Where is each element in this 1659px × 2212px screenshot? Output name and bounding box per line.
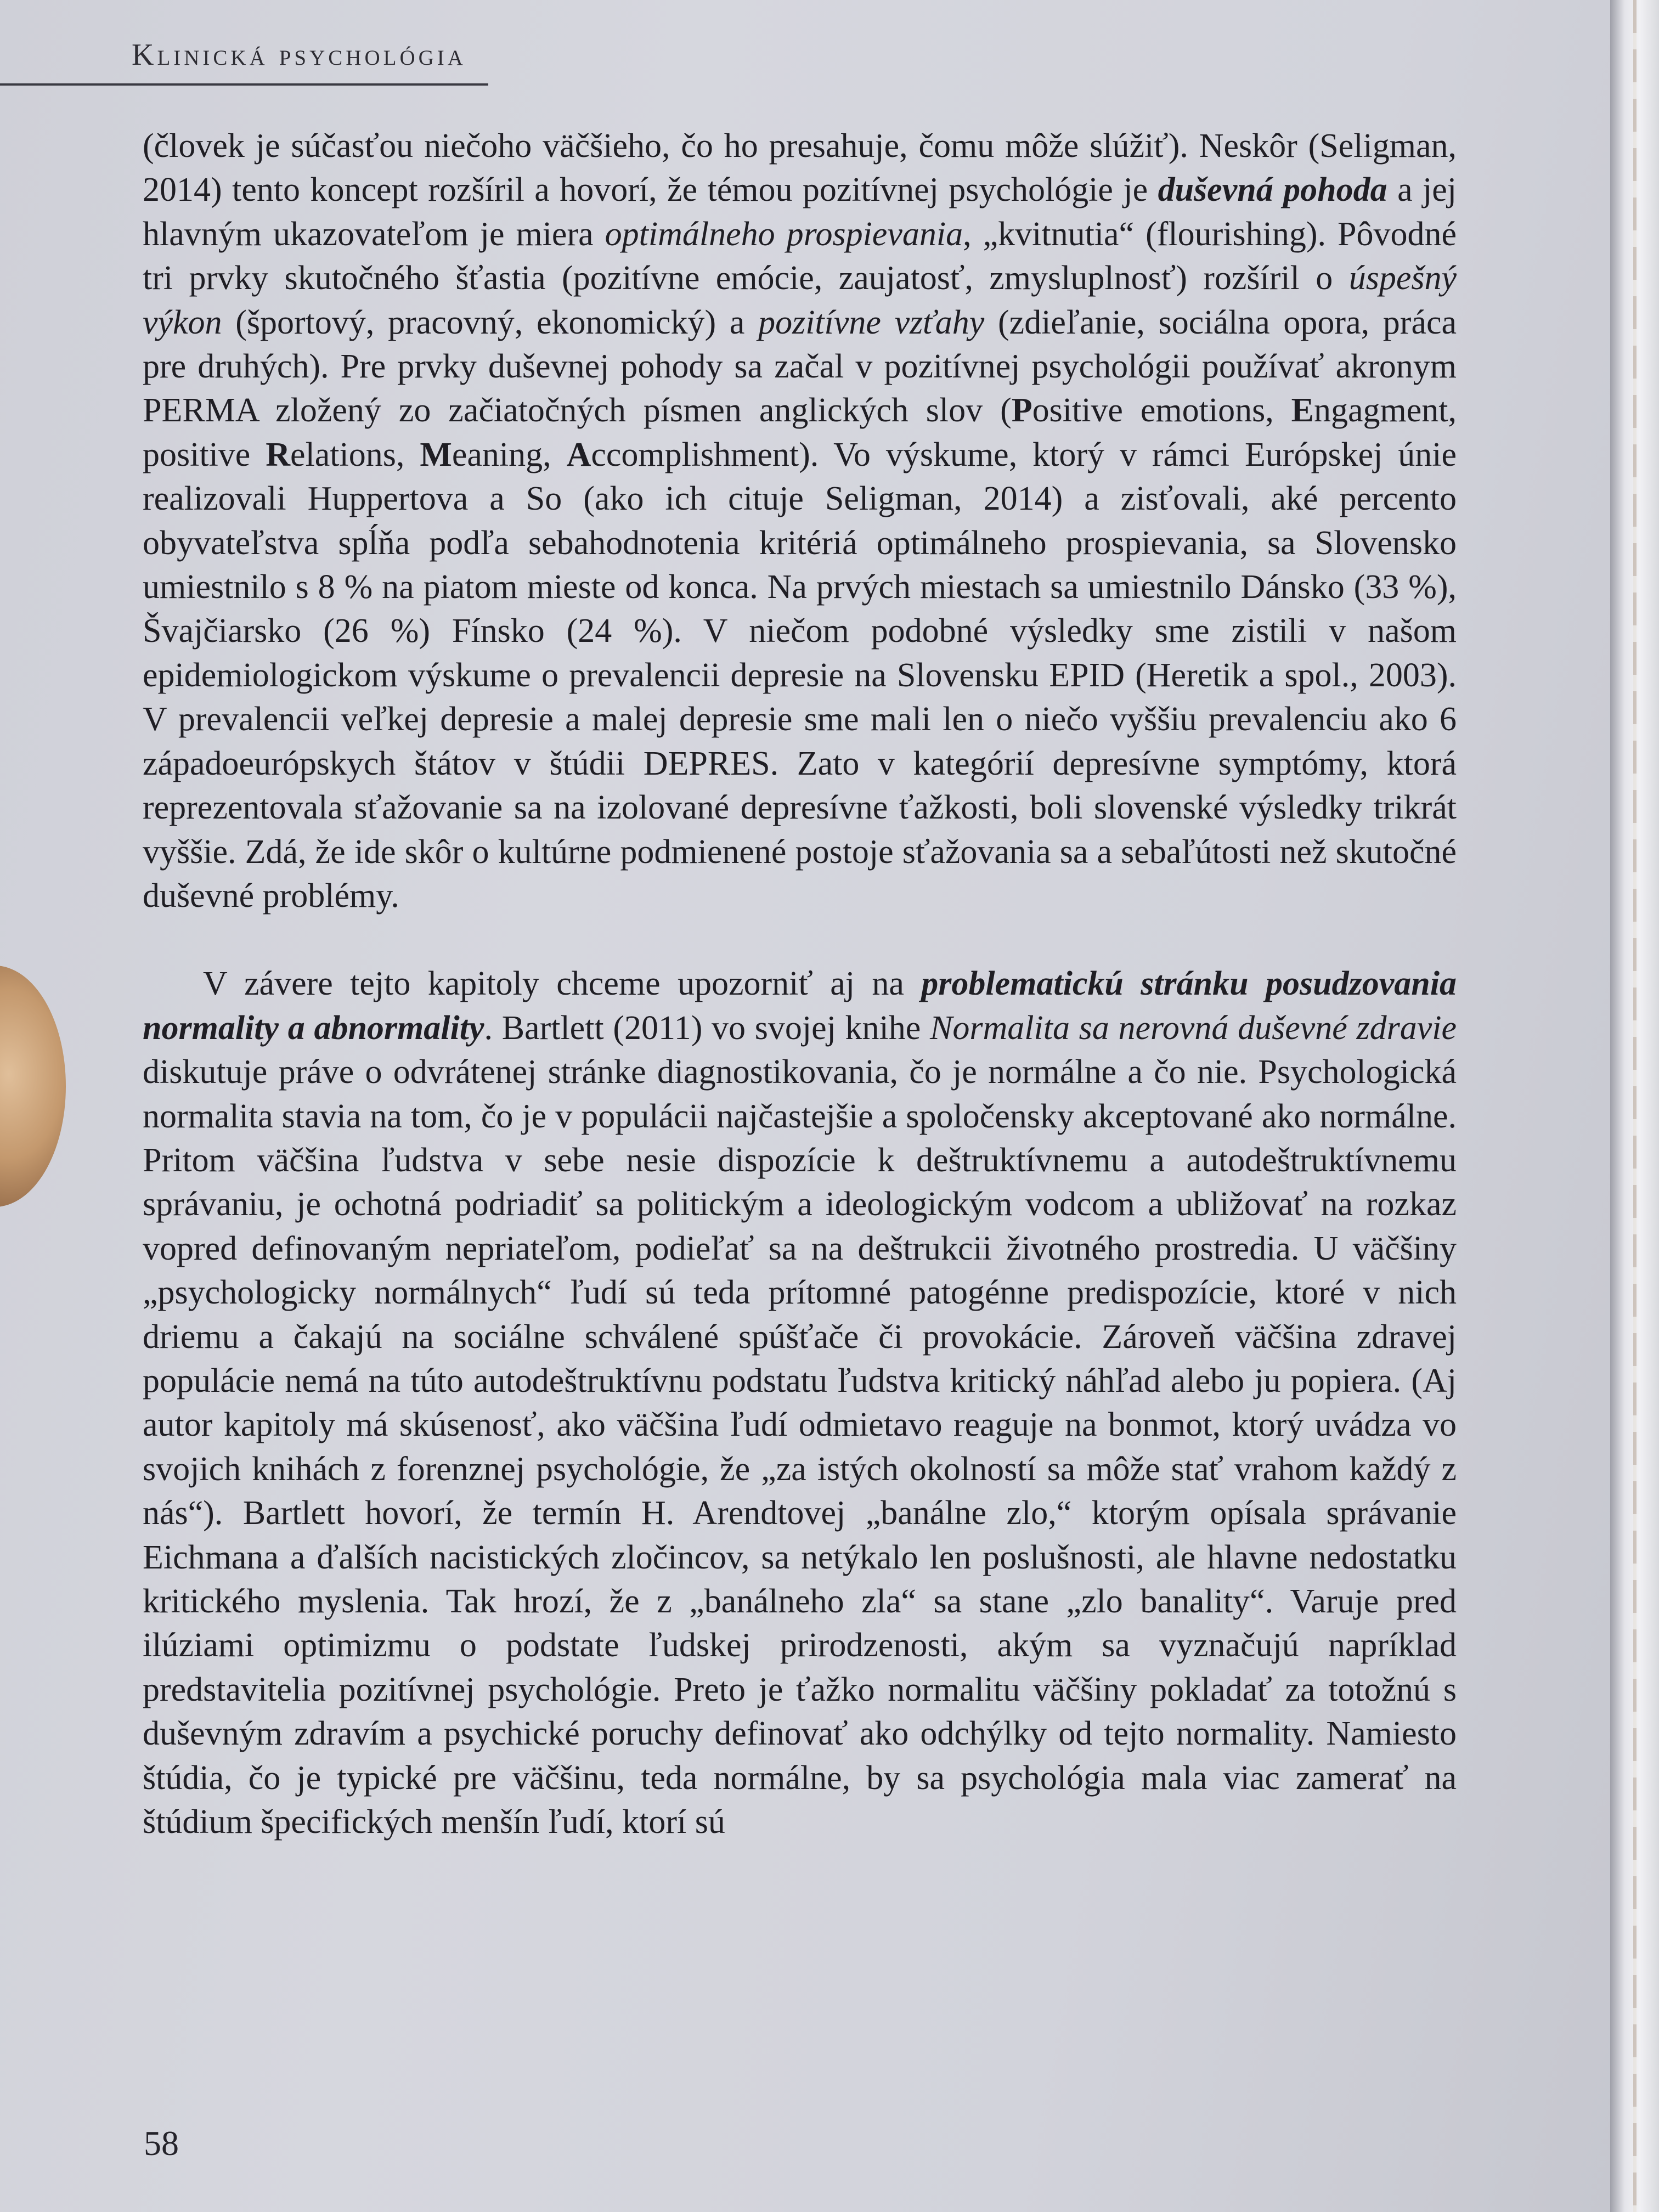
book-title: Normalita sa nerovná duševné zdravie <box>930 1009 1457 1047</box>
italic-term: pozitívne vzťahy <box>758 303 985 341</box>
text-run: diskutuje práve o odvrátenej stránke diagnostikovania, čo je normálne a čo nie. Psychologická normalita stavia na tom, čo je v populácii najčastejšie a spoločensky akceptované ako normálne. Pritom väčšina ľudstva v sebe nesie dispozície k deštruktívnemu a autodeštruktívnemu správaniu, je ochotná podriadiť sa politickým a ideologickým vodcom a ubližovať na rozkaz vopred definovaným nepriateľom, podieľať sa na deštrukcii životného prostredia. U väčšiny „psychologicky normálnych“ ľudí sú teda prítomné patogénne predispozície, ktoré v nich driemu a čakajú na sociálne schválené spúšťače či provokácie. Zároveň väčšina zdravej populácie nemá na túto autodeštruktívnu podstatu ľudstva kritický náhľad alebo ju popiera. (Aj autor kapitoly má skúsenosť, ako väčšina ľudí odmietavo reaguje na bonmot, ktorý uvádza vo svojich knihách z forenznej psychológie, že „za istých okolností sa môže stať vrahom každý z nás“). Bartlett hovorí, že termín H. Arendtovej „banálne zlo,“ ktorým opísala správanie Eichmana a ďalších nacistických zločincov, sa netýkalo len poslušnosti, ale hlavne nedostatku kritického myslenia. Tak hrozí, že z „banálneho zla“ sa stane „zlo banality“. Varuje pred ilúziami optimizmu o podstate ľudskej prirodzenosti, akým sa vyznačujú napríklad predstavitelia pozitívnej psychológie. Preto je ťažko normalitu väčšiny pokladať za totožnú s duševným zdravím a psychické poruchy definovať ako odchýlky od tejto normality. Namiesto štúdia, čo je typické pre väčšinu, teda normálne, by sa psychológia mala viac zamerať na štúdium špecifických menšín ľudí, ktorí sú <box>143 1053 1457 1841</box>
text-run: (športový, pracovný, ekonomický) a <box>222 303 759 341</box>
paragraph-2 <box>143 962 1457 1844</box>
italic-term: optimálneho prospievania <box>605 215 963 253</box>
text-run: , „kvitnutia“ (flourishing). Pôvodné tri prvky skutočného šťastia (pozitívne emócie, zaujatosť, zmysluplnosť) rozšíril o <box>143 215 1457 297</box>
acronym-letter: E <box>1291 392 1314 430</box>
acronym-letter: R <box>266 436 291 473</box>
text-run: ositive emotions, <box>1032 392 1291 430</box>
emphasis-term: duševná pohoda <box>1158 171 1387 209</box>
thumb-holding-page <box>0 966 66 1207</box>
text-run: elations, <box>290 436 420 473</box>
italic-term: úspešný výkon <box>143 259 1457 341</box>
text-run: ngagment, positive <box>143 392 1457 473</box>
emphasis-term: problematickú stránku posudzovania normality a abnormality <box>143 965 1457 1047</box>
paragraph-1 <box>143 124 1457 918</box>
bookmark-ribbon <box>1633 0 1637 2212</box>
text-run: (zdieľanie, sociálna opora, práca pre druhých). Pre prvky duševnej pohody sa začal v pozitívnej psychológii používať akronym PERMA zložený zo začiatočných písmen anglických slov ( <box>143 303 1457 430</box>
body-text <box>143 124 1457 1844</box>
acronym-letter: P <box>1011 392 1032 430</box>
text-run: a jej hlavným ukazovateľom je miera <box>143 171 1457 253</box>
acronym-letter: A <box>566 436 591 473</box>
text-run: (človek je súčasťou niečoho väčšieho, čo ho presahuje, čomu môže slúžiť). Neskôr (Seligman, 2014) tento koncept rozšíril a hovorí, že témou pozitívnej psychológie je <box>143 127 1457 209</box>
text-run: . Bartlett (2011) vo svojej knihe <box>484 1009 930 1047</box>
text-run: eaning, <box>452 436 567 473</box>
book-spine <box>1610 0 1659 2212</box>
page-number: 58 <box>144 2124 179 2163</box>
text-run: V závere tejto kapitoly chceme upozorniť aj na <box>203 965 922 1003</box>
running-header: Klinická psychológia <box>132 38 466 72</box>
acronym-letter: M <box>420 436 452 473</box>
header-rule <box>0 83 488 86</box>
text-run: ccomplishment). Vo výskume, ktorý v rámci Európskej únie realizovali Huppertova a So (ako ich cituje Seligman, 2014) a zisťovali, aké percento obyvateľstva spĺňa podľa sebahodnotenia kritériá optimálneho prospievania, sa Slovensko umiestnilo s 8 % na piatom mieste od konca. Na prvých miestach sa umiestnilo Dánsko (33 %), Švajčiarsko (26 %) Fínsko (24 %). V niečom podobné výsledky sme zistili v našom epidemiologickom výskume o prevalencii depresie na Slovensku EPID (Heretik a spol., 2003). V prevalencii veľkej depresie a malej depresie sme mali len o niečo vyššiu prevalenciu ako 6 západoeurópskych štátov v štúdii DEPRES. Zato v kategórií depresívne symptómy, ktorá reprezentovala sťažovanie sa na izolované depresívne ťažkosti, boli slovenské výsledky trikrát vyššie. Zdá, že ide skôr o kultúrne podmienené postoje sťažovania sa a sebaľútosti než skutočné duševné problémy. <box>143 436 1457 915</box>
